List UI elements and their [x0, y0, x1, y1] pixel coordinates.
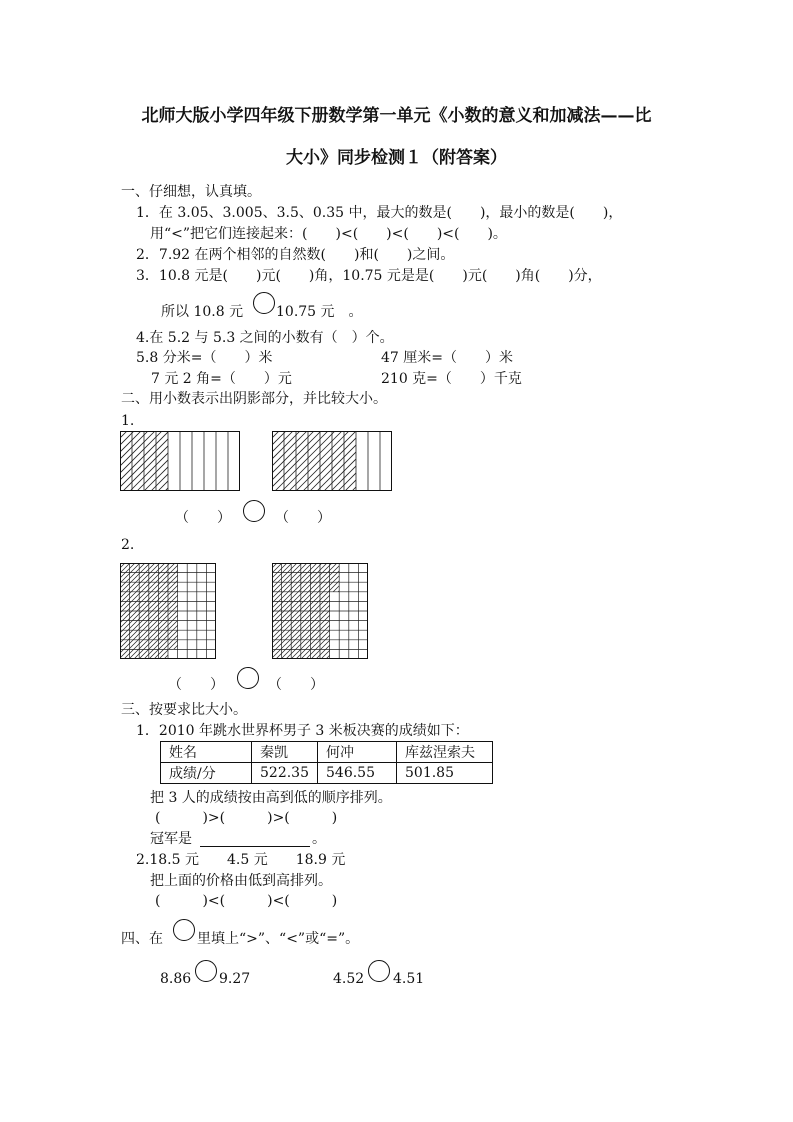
- compare1-left: 8.86: [160, 971, 192, 987]
- compare-circle[interactable]: [237, 667, 259, 689]
- s3-q1: 1．2010 年跳水世界杯男子 3 米板决赛的成绩如下：: [136, 723, 469, 739]
- hatch-line: [272, 431, 293, 491]
- section2-heading: 二、用小数表示出阴影部分，并比较大小。: [121, 391, 387, 407]
- compare2-left: 4.52: [333, 971, 365, 987]
- table-cell: 501.85: [397, 763, 493, 784]
- q5-d: 210 克=（ ）千克: [381, 371, 522, 387]
- section4-heading-pre: 四、在: [121, 931, 163, 947]
- s3-q2-blanks: ( )<( )<( ): [155, 893, 338, 909]
- hatch-line: [120, 431, 141, 491]
- page-title-line2: 大小》同步检测１（附答案）: [286, 148, 507, 168]
- part1-answer-right: （ ）: [275, 510, 331, 526]
- s3-q1-instruction: 把 3 人的成绩按由高到低的顺序排列。: [150, 790, 392, 806]
- table-cell: 546.55: [318, 763, 397, 784]
- q2: 2．7.92 在两个相邻的自然数( )和( )之间。: [136, 247, 455, 263]
- champion-end: 。: [312, 831, 326, 847]
- q5-c: 7 元 2 角=（ ）元: [151, 371, 292, 387]
- part2-answer-left: （ ）: [168, 677, 224, 693]
- q4: 4.在 5.2 与 5.3 之间的小数有（ ）个。: [136, 330, 394, 346]
- table-cell: 522.35: [252, 763, 318, 784]
- table-header-cell: 何冲: [318, 742, 397, 763]
- strip-figure-left: [120, 431, 240, 491]
- hatch-line: [345, 431, 392, 491]
- hatch-line: [338, 431, 392, 491]
- compare-circle[interactable]: [195, 960, 217, 982]
- compare-circle[interactable]: [368, 960, 390, 982]
- hatch-line: [352, 431, 392, 491]
- hatch-line: [272, 431, 321, 491]
- compare1-right: 9.27: [219, 971, 251, 987]
- strip-figure-right: [272, 431, 392, 491]
- compare2-right: 4.51: [393, 971, 425, 987]
- q3-line2-pre: 所以 10.8 元: [161, 304, 244, 320]
- hatch-line: [272, 431, 279, 491]
- shaded-area: [120, 431, 225, 491]
- q3-line1: 3．10.8 元是( )元( )角，10.75 元是是( )元( )角( )分，: [136, 268, 602, 284]
- champion-blank[interactable]: [200, 846, 310, 847]
- part1-answer-left: （ ）: [175, 510, 231, 526]
- compare-circle[interactable]: [253, 292, 275, 314]
- table-header-cell: 姓名: [161, 742, 252, 763]
- table-header-cell: 库兹涅索夫: [397, 742, 493, 763]
- compare-circle-icon: [173, 919, 195, 941]
- table-header-cell: 秦凯: [252, 742, 318, 763]
- q5-b: 47 厘米=（ ）米: [381, 350, 513, 366]
- score-table: [160, 741, 493, 784]
- grid-figure-left: [120, 563, 216, 659]
- s3-q1-blanks: ( )>( )>( ): [155, 810, 338, 826]
- section4-heading-post: 里填上“>”、“<”或“=”。: [197, 931, 360, 947]
- compare-circle[interactable]: [243, 500, 265, 522]
- s3-q2: 2.18.5 元 4.5 元 18.9 元: [136, 852, 346, 868]
- q3-line2-post: 10.75 元 。: [276, 304, 363, 320]
- page-title: 北师大版小学四年级下册数学第一单元《小数的意义和加减法——比: [141, 106, 652, 126]
- section3-heading: 三、按要求比大小。: [121, 702, 247, 718]
- table-row: [161, 763, 493, 784]
- q1-line2: 用“<”把它们连接起来：( )<( )<( )<( )。: [150, 226, 507, 242]
- part1-label: 1.: [121, 413, 135, 429]
- section1-heading: 一、仔细想，认真填。: [121, 184, 261, 200]
- part2-label: 2.: [121, 537, 135, 553]
- q1-line1: 1．在 3.05、3.005、3.5、0.35 中，最大的数是( )，最小的数是( )，: [136, 205, 623, 221]
- s3-q2-instruction: 把上面的价格由低到高排列。: [150, 873, 332, 889]
- table-row: [161, 742, 493, 763]
- q5-a: 5.8 分米=（ ）米: [136, 350, 273, 366]
- champion-label: 冠军是: [150, 831, 192, 847]
- table-cell: 成绩/分: [161, 763, 252, 784]
- grid-figure-right: [272, 563, 368, 659]
- hatch-line: [120, 431, 169, 491]
- part2-answer-right: （ ）: [268, 677, 324, 693]
- hatch-line: [120, 431, 127, 491]
